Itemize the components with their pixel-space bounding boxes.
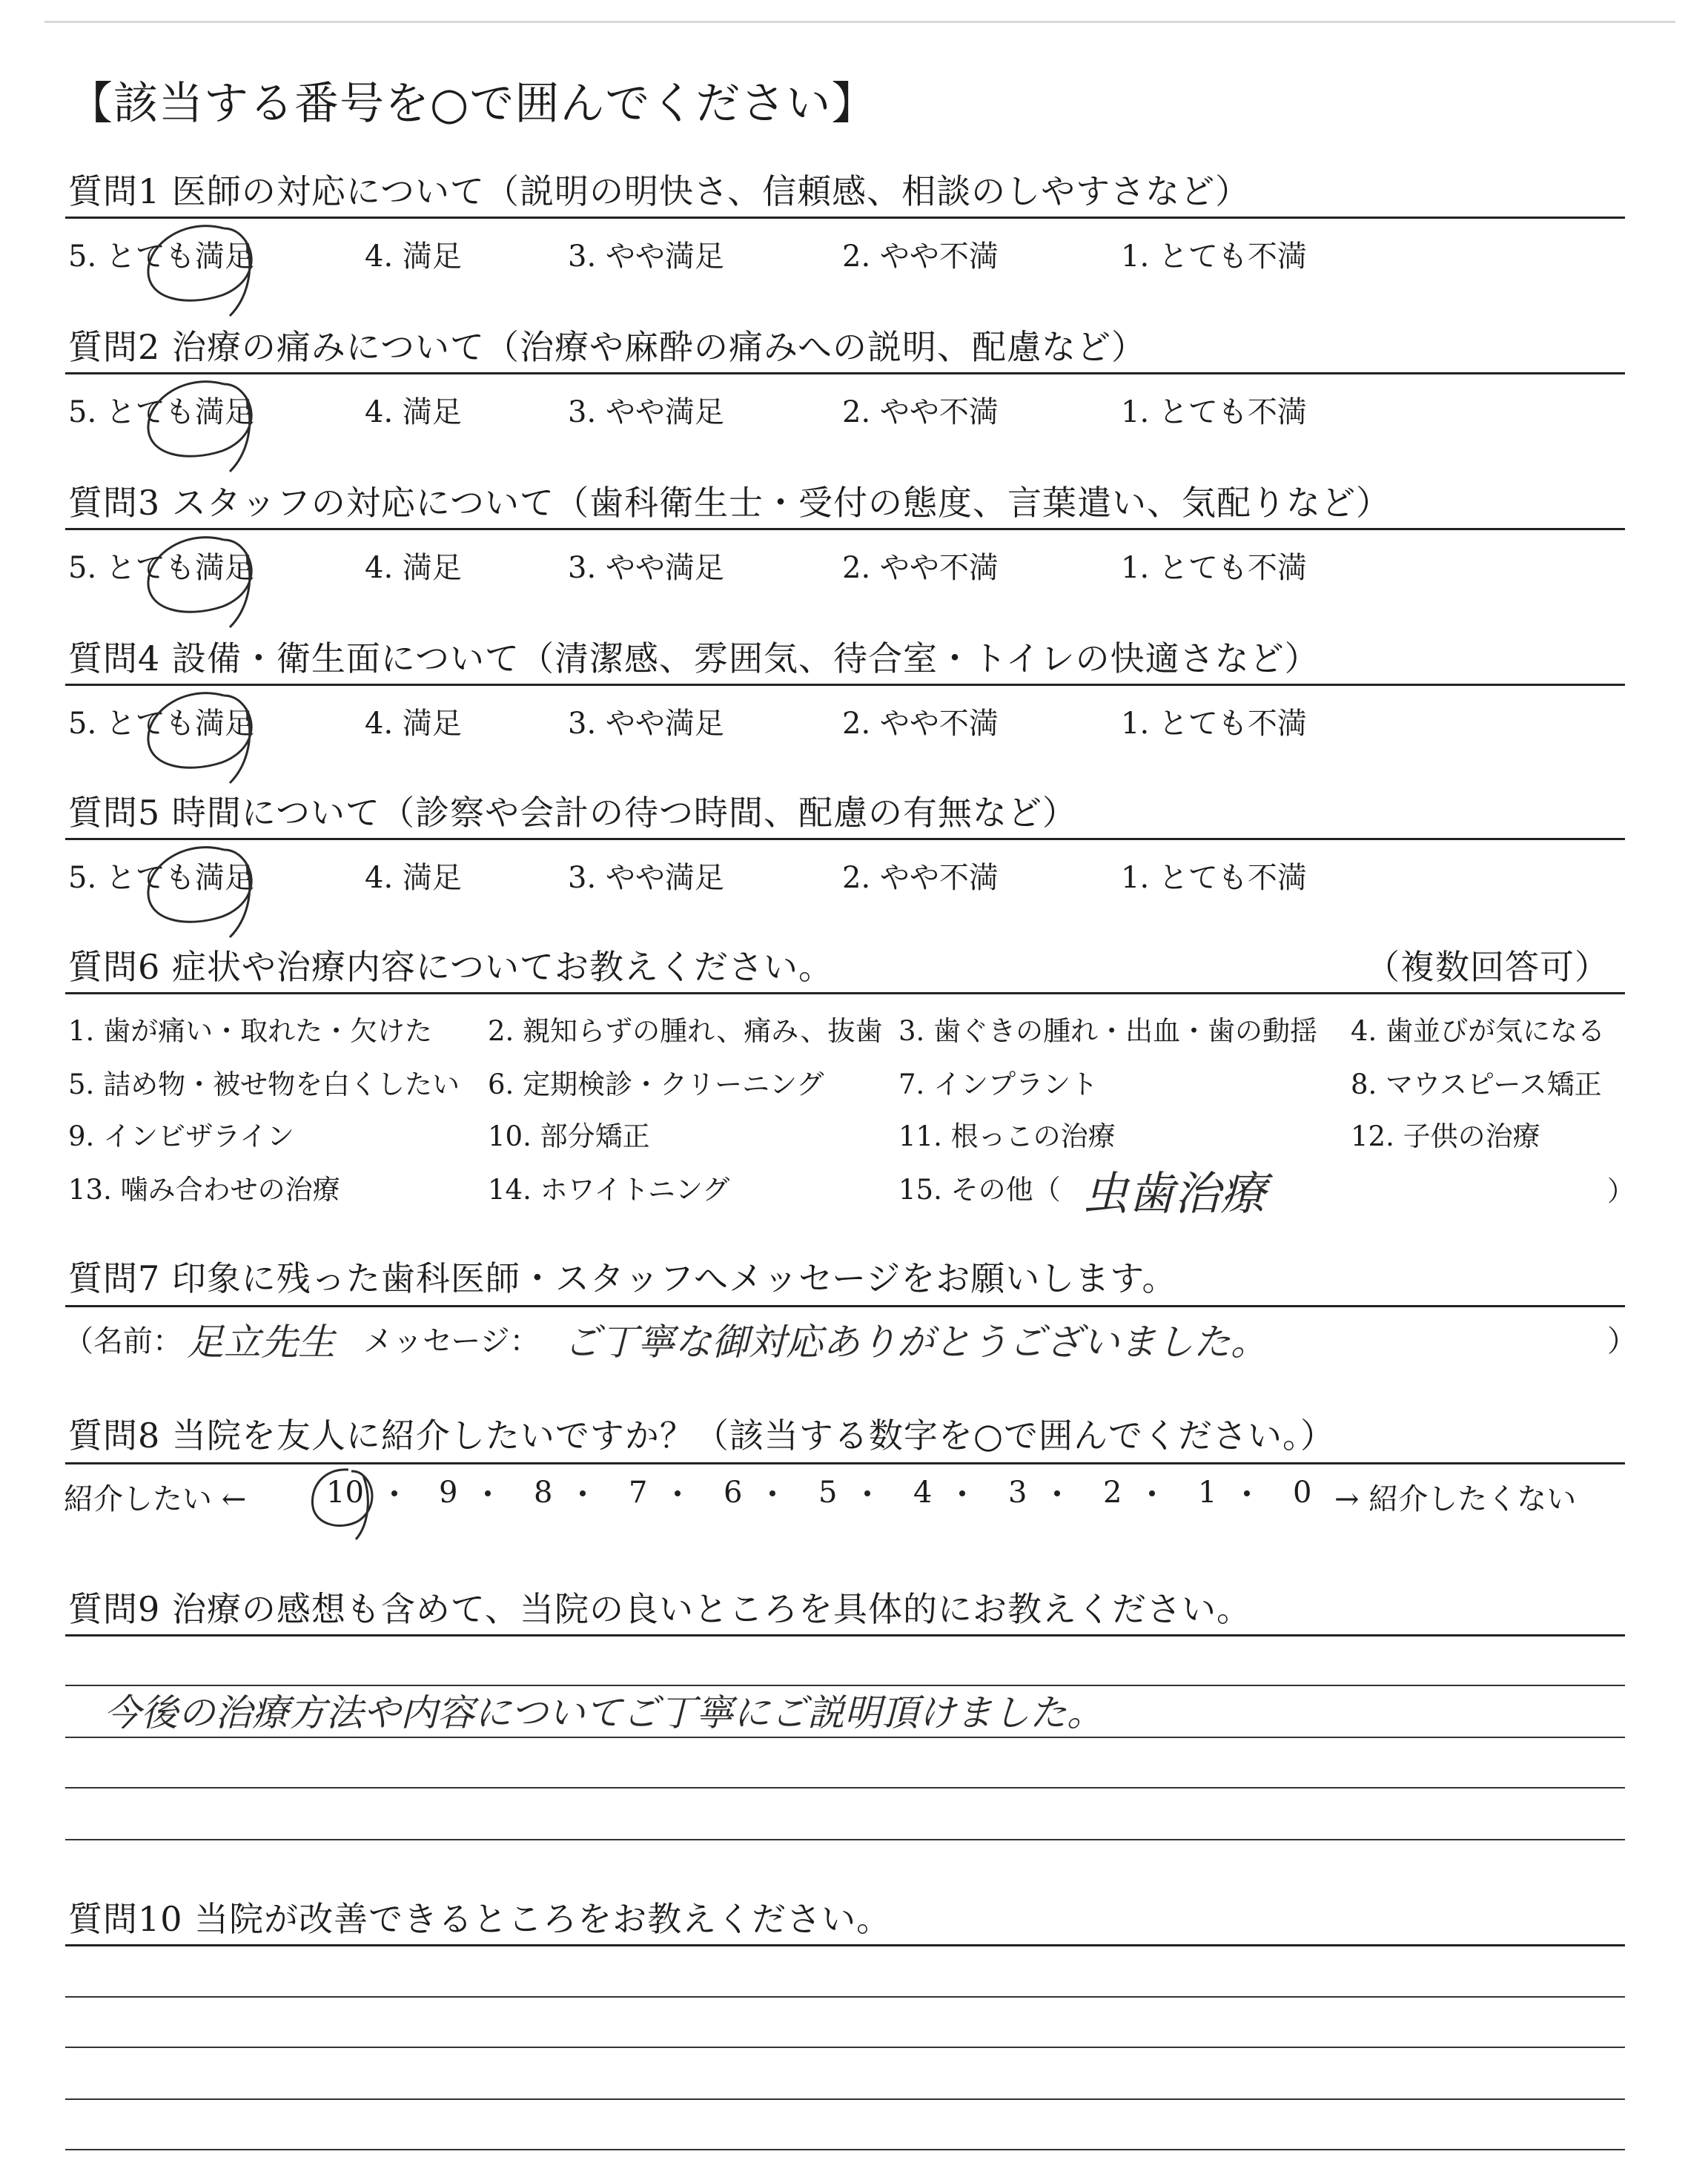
q8-scale-separator: [959, 1490, 965, 1496]
q6-title: 質問6 症状や治療内容についてお教えください。: [68, 947, 833, 987]
q7-message-value: ご丁寧な御対応ありがとうございました。: [563, 1321, 1268, 1364]
q7-title: 質問7 印象に残った歯科医師・スタッフへメッセージをお願いします。: [68, 1258, 1177, 1298]
q6-option[interactable]: 14. ホワイトニング: [488, 1174, 730, 1206]
q8-scale-separator: [675, 1490, 681, 1496]
q3-option[interactable]: 4. 満足: [365, 551, 462, 585]
q8-scale-separator: [864, 1490, 870, 1496]
q2-option[interactable]: 3. やや満足: [568, 395, 724, 429]
q1-option[interactable]: 5. とても満足: [68, 240, 254, 274]
q6-option[interactable]: 9. インビザライン: [68, 1120, 294, 1152]
q8-scale-number[interactable]: 2: [1103, 1476, 1122, 1510]
q8-scale-number[interactable]: 10: [326, 1476, 364, 1510]
q6-option[interactable]: 15. その他（: [898, 1174, 1061, 1206]
q6-option[interactable]: 11. 根っこの治療: [898, 1120, 1116, 1152]
q8-right-label: → 紹介したくない: [1334, 1482, 1577, 1516]
q3-option[interactable]: 2. やや不満: [842, 551, 999, 585]
q2-option[interactable]: 5. とても満足: [68, 395, 254, 429]
q4-option[interactable]: 4. 満足: [365, 707, 462, 741]
q8-scale-separator: [769, 1490, 775, 1496]
q1-option[interactable]: 1. とても不満: [1121, 240, 1307, 274]
q6-option[interactable]: 13. 噛み合わせの治療: [68, 1174, 340, 1206]
q6-option[interactable]: 5. 詰め物・被せ物を白くしたい: [68, 1069, 460, 1100]
q1-rule: [65, 217, 1625, 219]
q2-option[interactable]: 4. 満足: [365, 395, 462, 429]
q2-rule: [65, 372, 1625, 374]
q7-close: ）: [1607, 1324, 1637, 1358]
q3-option[interactable]: 5. とても満足: [68, 551, 254, 585]
q8-title: 質問8 当院を友人に紹介したいですか？（該当する数字を○で囲んでください。）: [68, 1416, 1336, 1456]
q2-option[interactable]: 2. やや不満: [842, 395, 999, 429]
q10-writing-line: [65, 1996, 1625, 1998]
q5-option[interactable]: 2. やや不満: [842, 861, 999, 895]
q10-writing-line: [65, 2047, 1625, 2048]
q8-scale-number[interactable]: 8: [534, 1476, 553, 1510]
q5-rule: [65, 838, 1625, 840]
q3-rule: [65, 528, 1625, 530]
q6-option[interactable]: 8. マウスピース矯正: [1351, 1069, 1602, 1100]
page-top-edge: [44, 21, 1675, 23]
q8-scale-number[interactable]: 9: [439, 1476, 458, 1510]
q8-scale-separator: [1054, 1490, 1060, 1496]
q6-rule: [65, 992, 1625, 994]
q4-title: 質問4 設備・衛生面について（清潔感、雰囲気、待合室・トイレの快適さなど）: [68, 638, 1320, 678]
q1-option[interactable]: 3. やや満足: [568, 240, 724, 274]
q9-title: 質問9 治療の感想も含めて、当院の良いところを具体的にお教えください。: [68, 1589, 1251, 1629]
q7-name-label: （名前：: [64, 1324, 182, 1358]
q8-scale-number[interactable]: 7: [629, 1476, 648, 1510]
q2-option[interactable]: 1. とても不満: [1121, 395, 1307, 429]
q8-rule: [65, 1462, 1625, 1464]
q6-option[interactable]: 3. 歯ぐきの腫れ・出血・歯の動揺: [898, 1015, 1318, 1047]
q8-scale-separator: [580, 1490, 586, 1496]
q9-rule: [65, 1634, 1625, 1636]
q6-option[interactable]: 7. インプラント: [898, 1069, 1099, 1100]
q7-name-value: 足立先生: [187, 1321, 335, 1364]
q10-rule: [65, 1944, 1625, 1946]
q4-option[interactable]: 1. とても不満: [1121, 707, 1307, 741]
q10-writing-line: [65, 2149, 1625, 2150]
q7-message-label: メッセージ：: [363, 1324, 540, 1358]
q6-option[interactable]: 10. 部分矯正: [488, 1120, 650, 1152]
q5-option[interactable]: 5. とても満足: [68, 861, 254, 895]
q9-writing-line: [65, 1787, 1625, 1789]
q3-option[interactable]: 1. とても不満: [1121, 551, 1307, 585]
q1-option[interactable]: 2. やや不満: [842, 240, 999, 274]
q7-rule: [65, 1305, 1625, 1307]
q6-other-handwritten: 虫歯治療: [1082, 1166, 1267, 1221]
q8-scale-number[interactable]: 5: [818, 1476, 838, 1510]
q9-writing-line: [65, 1839, 1625, 1840]
q1-option[interactable]: 4. 満足: [365, 240, 462, 274]
q8-scale-separator: [485, 1490, 491, 1496]
q8-left-label: 紹介したい ←: [64, 1482, 247, 1516]
q6-option[interactable]: 2. 親知らずの腫れ、痛み、抜歯: [488, 1015, 883, 1047]
q3-option[interactable]: 3. やや満足: [568, 551, 724, 585]
q6-note: （複数回答可）: [1366, 947, 1609, 987]
q6-option[interactable]: 1. 歯が痛い・取れた・欠けた: [68, 1015, 433, 1047]
q8-scale-number[interactable]: 1: [1198, 1476, 1217, 1510]
form-title: 【該当する番号を○で囲んでください】: [68, 78, 877, 130]
q6-option[interactable]: 6. 定期検診・クリーニング: [488, 1069, 824, 1100]
q6-other-close: ）: [1607, 1175, 1635, 1207]
q8-scale-number[interactable]: 6: [724, 1476, 743, 1510]
q8-scale-number[interactable]: 0: [1293, 1476, 1312, 1510]
q5-option[interactable]: 4. 満足: [365, 861, 462, 895]
q8-scale-number[interactable]: 3: [1008, 1476, 1027, 1510]
q1-title: 質問1 医師の対応について（説明の明快さ、信頼感、相談のしやすさなど）: [68, 171, 1251, 211]
q5-option[interactable]: 1. とても不満: [1121, 861, 1307, 895]
q6-option[interactable]: 4. 歯並びが気になる: [1351, 1015, 1606, 1047]
q10-title: 質問10 当院が改善できるところをお教えください。: [68, 1899, 892, 1939]
q9-writing-line: [65, 1737, 1625, 1738]
q5-option[interactable]: 3. やや満足: [568, 861, 724, 895]
q2-title: 質問2 治療の痛みについて（治療や麻酔の痛みへの説明、配慮など）: [68, 327, 1147, 367]
q4-option[interactable]: 5. とても満足: [68, 707, 254, 741]
q8-scale-separator: [1149, 1490, 1155, 1496]
q9-answer: 今後の治療方法や内容についてご丁寧にご説明頂けました。: [104, 1691, 1104, 1734]
q10-writing-line: [65, 2098, 1625, 2100]
q6-option[interactable]: 12. 子供の治療: [1351, 1120, 1540, 1152]
q8-scale-separator: [1244, 1490, 1250, 1496]
q4-option[interactable]: 2. やや不満: [842, 707, 999, 741]
q8-scale-number[interactable]: 4: [913, 1476, 933, 1510]
q4-option[interactable]: 3. やや満足: [568, 707, 724, 741]
q4-rule: [65, 684, 1625, 686]
q8-scale-separator: [391, 1490, 397, 1496]
q5-title: 質問5 時間について（診察や会計の待つ時間、配慮の有無など）: [68, 793, 1077, 833]
q3-title: 質問3 スタッフの対応について（歯科衛生士・受付の態度、言葉遣い、気配りなど）: [68, 483, 1391, 523]
